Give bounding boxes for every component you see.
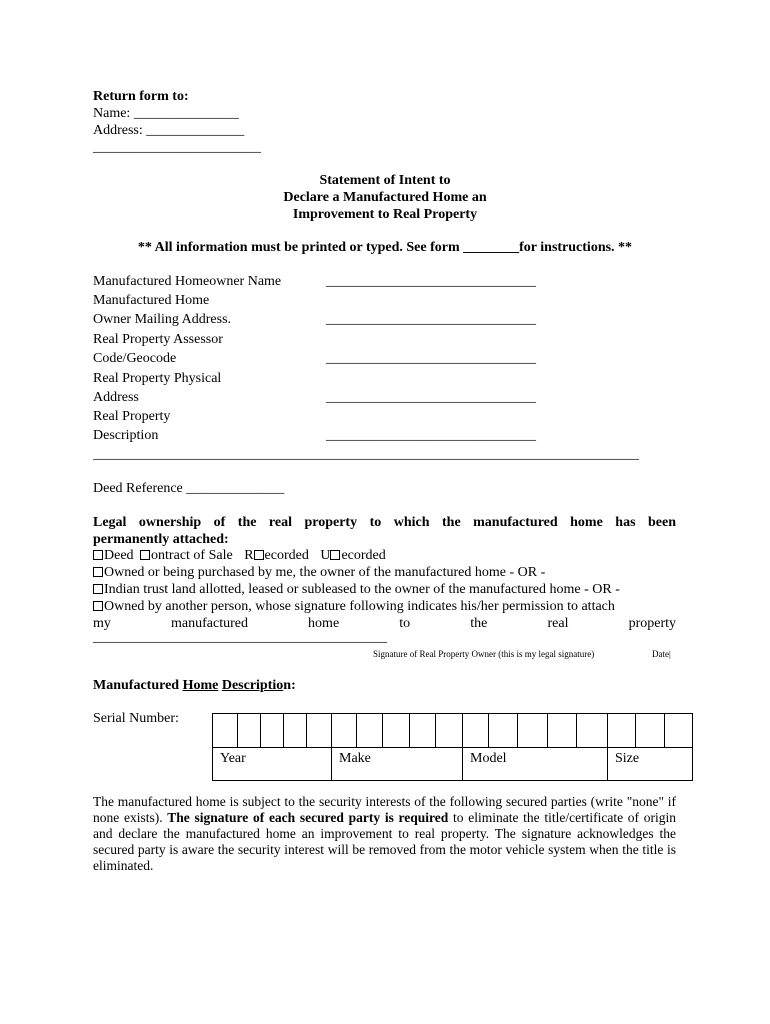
indian-trust-checkbox[interactable] bbox=[93, 584, 103, 594]
serial-digit-box[interactable] bbox=[410, 714, 436, 748]
model-label: Model bbox=[470, 751, 507, 766]
assessor-blank[interactable]: ______________________________ bbox=[326, 351, 536, 366]
unrecorded-prefix: U bbox=[320, 548, 331, 563]
serial-number-table bbox=[212, 713, 693, 781]
serial-digit-box[interactable] bbox=[307, 714, 332, 748]
serial-digit-box[interactable] bbox=[357, 714, 383, 748]
description-label-2: Description bbox=[93, 428, 159, 443]
size-label: Size bbox=[615, 751, 640, 766]
owner-signature-line[interactable]: __________________________________________ bbox=[93, 630, 387, 645]
return-address: Address: ______________ bbox=[93, 123, 245, 138]
assessor-label-1: Real Property Assessor bbox=[93, 332, 223, 347]
owned-by-me-label: Owned or being purchased by me, the owner of the manufactured home - OR - bbox=[104, 565, 546, 580]
owner-name-label: Manufactured Homeowner Name bbox=[93, 274, 282, 289]
owner-name-blank[interactable]: ______________________________ bbox=[326, 274, 536, 289]
another-person-label: Owned by another person, whose signature following indicates his/her permission to attach bbox=[104, 599, 615, 614]
description-blank[interactable]: ______________________________ bbox=[326, 428, 536, 443]
physical-label-2: Address bbox=[93, 390, 139, 405]
model-cell[interactable] bbox=[463, 748, 608, 781]
contract-option-label: ontract of Sale bbox=[151, 548, 233, 563]
recorded-checkbox[interactable] bbox=[254, 550, 264, 560]
attach-line: my manufactured home to the real property bbox=[93, 616, 676, 631]
physical-blank[interactable]: ______________________________ bbox=[326, 390, 536, 405]
another-person-row bbox=[93, 598, 615, 615]
serial-digit-box[interactable] bbox=[284, 714, 307, 748]
secured-parties-paragraph: The manufactured home is subject to the security interests of the following secured parties (write "none" if none exists). The signature of each secured party is required to eliminate the title/certificate of origin and declare the manufactured home an improvement to real property. The signature acknowledges the secured party is aware the security interest will be removed from the motor vehicle system when the title is eliminated. bbox=[93, 794, 676, 873]
serial-digit-box[interactable] bbox=[665, 714, 693, 748]
contract-checkbox[interactable] bbox=[140, 550, 150, 560]
make-label: Make bbox=[339, 751, 371, 766]
mailing-label-1: Manufactured Home bbox=[93, 293, 210, 308]
indian-trust-label: Indian trust land allotted, leased or subleased to the owner of the manufactured home - OR - bbox=[104, 582, 620, 597]
instructions-notice: ** All information must be printed or typed. See form ________for instructions. ** bbox=[137, 240, 633, 255]
recorded-prefix: R bbox=[244, 548, 254, 563]
ownership-heading-2: permanently attached: bbox=[93, 532, 229, 547]
serial-digit-box[interactable] bbox=[636, 714, 665, 748]
serial-digit-box[interactable] bbox=[332, 714, 357, 748]
serial-digit-box[interactable] bbox=[383, 714, 410, 748]
deed-option-label: Deed bbox=[104, 548, 134, 563]
year-cell[interactable] bbox=[213, 748, 332, 781]
physical-label-1: Real Property Physical bbox=[93, 371, 222, 386]
serial-digit-box[interactable] bbox=[436, 714, 463, 748]
return-name: Name: _______________ bbox=[93, 106, 239, 121]
deed-checkbox[interactable] bbox=[93, 550, 103, 560]
indian-trust-row bbox=[93, 581, 620, 598]
description-full-line[interactable]: ______________________________________________________________________________ bbox=[93, 447, 639, 462]
unrecorded-checkbox[interactable] bbox=[330, 550, 340, 560]
make-cell[interactable] bbox=[332, 748, 463, 781]
title-line-3: Improvement to Real Property bbox=[292, 207, 478, 222]
home-description-heading: Manufactured Home Description: bbox=[93, 678, 296, 693]
serial-number-label: Serial Number: bbox=[93, 711, 179, 726]
serial-digit-box[interactable] bbox=[548, 714, 577, 748]
serial-digit-box[interactable] bbox=[608, 714, 636, 748]
ownership-heading-1: Legal ownership of the real property to which the manufactured home has been bbox=[93, 515, 676, 530]
serial-digit-box[interactable] bbox=[463, 714, 489, 748]
mailing-label-2: Owner Mailing Address. bbox=[93, 312, 232, 327]
deed-reference[interactable]: Deed Reference ______________ bbox=[93, 481, 285, 496]
another-person-checkbox[interactable] bbox=[93, 601, 103, 611]
title-line-2: Declare a Manufactured Home an bbox=[283, 190, 487, 205]
ownership-type-row bbox=[93, 547, 386, 564]
serial-digit-box[interactable] bbox=[518, 714, 548, 748]
return-address-line2: ________________________ bbox=[93, 140, 261, 155]
year-label: Year bbox=[220, 751, 246, 766]
return-heading: Return form to: bbox=[93, 89, 189, 104]
owned-by-me-checkbox[interactable] bbox=[93, 567, 103, 577]
serial-digit-box[interactable] bbox=[261, 714, 284, 748]
recorded-option-label: ecorded bbox=[264, 548, 309, 563]
date-caption: Date| bbox=[652, 649, 671, 659]
assessor-label-2: Code/Geocode bbox=[93, 351, 177, 366]
title-line-1: Statement of Intent to bbox=[319, 173, 451, 188]
unrecorded-option-label: ecorded bbox=[341, 548, 386, 563]
size-cell[interactable] bbox=[608, 748, 693, 781]
serial-digit-box[interactable] bbox=[238, 714, 261, 748]
description-label-1: Real Property bbox=[93, 409, 171, 424]
signature-caption: Signature of Real Property Owner (this is my legal signature) bbox=[373, 649, 595, 659]
serial-digit-box[interactable] bbox=[489, 714, 518, 748]
owned-by-me-row bbox=[93, 564, 545, 581]
mailing-blank[interactable]: ______________________________ bbox=[326, 312, 536, 327]
serial-digit-box[interactable] bbox=[577, 714, 608, 748]
serial-digit-box[interactable] bbox=[213, 714, 238, 748]
